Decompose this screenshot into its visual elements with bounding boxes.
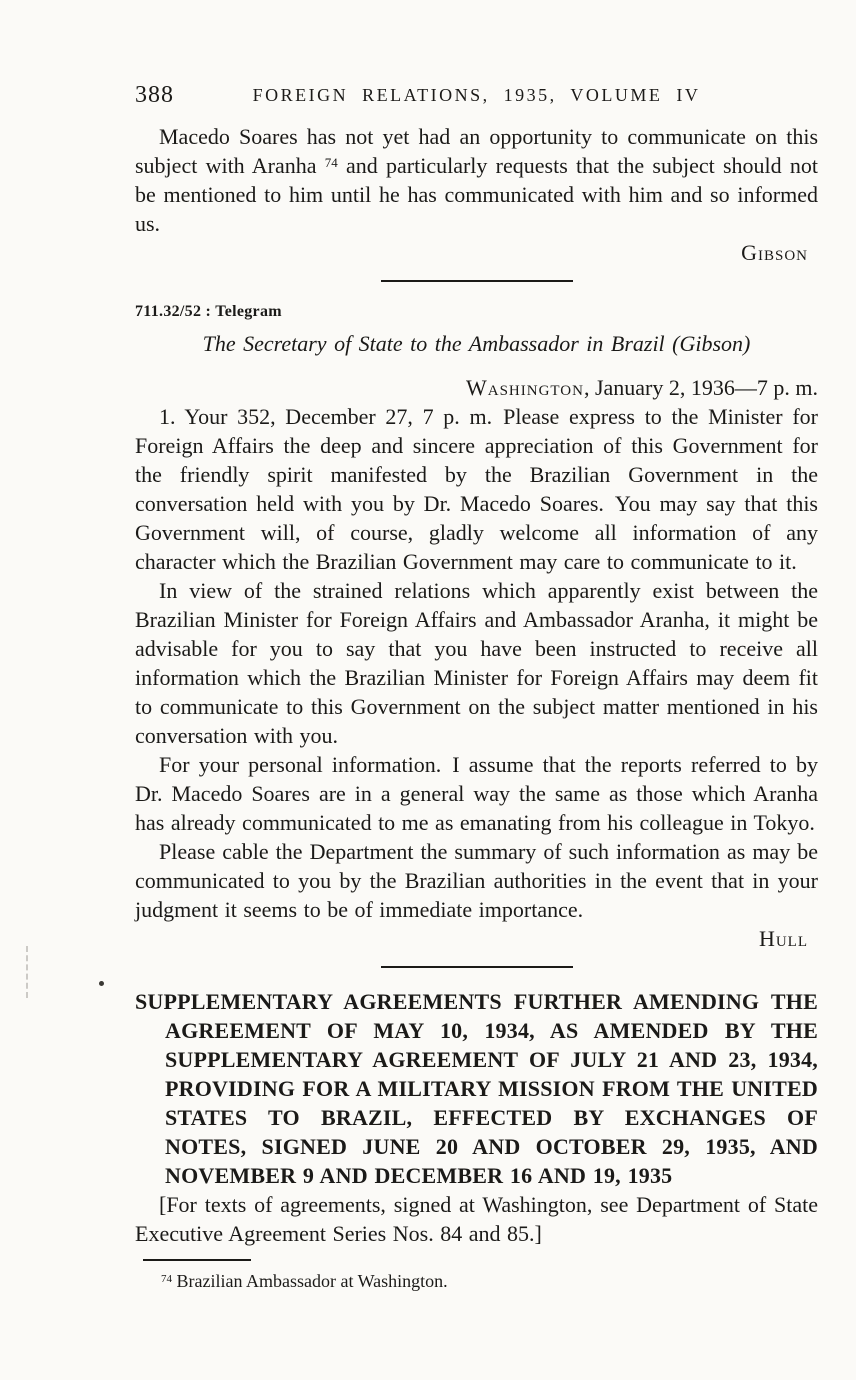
telegram-paragraph: In view of the strained relations which apparently exist between the Brazilian Minister for Foreign Affairs and Ambassador Aranha, it might be advisable for you to say that you have been instructed to receive all information which the Brazilian Minister for Foreign Affairs may deem fit to communicate to this Government on the subject matter mentioned in his conversation with you.: [135, 578, 818, 748]
text-column: [135, 82, 818, 1293]
section-heading: SUPPLEMENTARY AGREEMENTS FURTHER AMENDING THE AGREEMENT OF MAY 10, 1934, AS AMENDED BY THE SUPPLEMENTARY AGREEMENT OF JULY 21 AND 23, 1934, PROVIDING FOR A MILITARY MISSION FROM THE UNITED STATES TO BRAZIL, EFFECTED BY EXCHANGES OF NOTES, SIGNED JUNE 20 AND OCTOBER 29, 1935, AND NOVEMBER 9 AND DECEMBER 16 AND 19, 1935: [135, 989, 818, 1188]
telegram-paragraph: Please cable the Department the summary of such information as may be communicated to you by the Brazilian authorities in the event that in your judgment it seems to be of immediate importance.: [135, 839, 818, 922]
dateline-place: Washington: [465, 375, 584, 400]
telegram-paragraph: For your personal information. I assume that the reports referred to by Dr. Macedo Soares are in a general way the same as those which Aranha has already communicated to me as emanating from his colleague in Tokyo.: [135, 752, 818, 835]
footnote-reference: 74: [324, 155, 338, 170]
signature-text: Hull: [758, 926, 808, 951]
dateline: [135, 373, 818, 402]
telegram-file-reference: 711.32/52 : Telegram: [135, 303, 282, 320]
editorial-bracket-note: [For texts of agreements, signed at Washington, see Department of State Executive Agreement Series Nos. 84 and 85.]: [135, 1192, 818, 1246]
dateline-date: , January 2, 1936—7 p. m.: [583, 375, 818, 400]
signature-hull: [135, 924, 818, 953]
footnote: [135, 1269, 818, 1293]
signature-gibson: [135, 238, 818, 267]
footnote-marker: 74: [161, 1273, 172, 1285]
paragraph-text: and particularly requests that the subject should not be mentioned to him until he has communicated with him and so informed us.: [135, 153, 819, 236]
page-header: [135, 82, 818, 110]
telegram-closing-paragraph: [135, 122, 818, 238]
footnote-text: Brazilian Ambassador at Washington.: [176, 1271, 448, 1291]
page-number: 388: [135, 82, 174, 108]
signature-text: Gibson: [741, 240, 808, 265]
telegram-paragraph: 1. Your 352, December 27, 7 p. m. Please express to the Minister for Foreign Affairs the deep and sincere appreciation of this Government for the friendly spirit manifested by the Brazilian Government in the conversation held with you by Dr. Macedo Soares. You may say that this Government will, of course, gladly welcome all information of any character which the Brazilian Government may care to communicate to it.: [135, 404, 818, 574]
section-divider-rule: [381, 966, 573, 968]
scan-artifact-dot: [99, 981, 104, 986]
scan-artifact-dash: [26, 946, 28, 998]
document-title: The Secretary of State to the Ambassador in Brazil (Gibson): [202, 331, 751, 356]
paragraph-text: Macedo Soares has not yet had an opportunity to communicate on this subject with Aranha: [135, 124, 818, 178]
section-divider-rule: [381, 280, 573, 282]
footnote-rule: [143, 1259, 251, 1261]
running-head: FOREIGN RELATIONS, 1935, VOLUME IV: [252, 85, 701, 105]
